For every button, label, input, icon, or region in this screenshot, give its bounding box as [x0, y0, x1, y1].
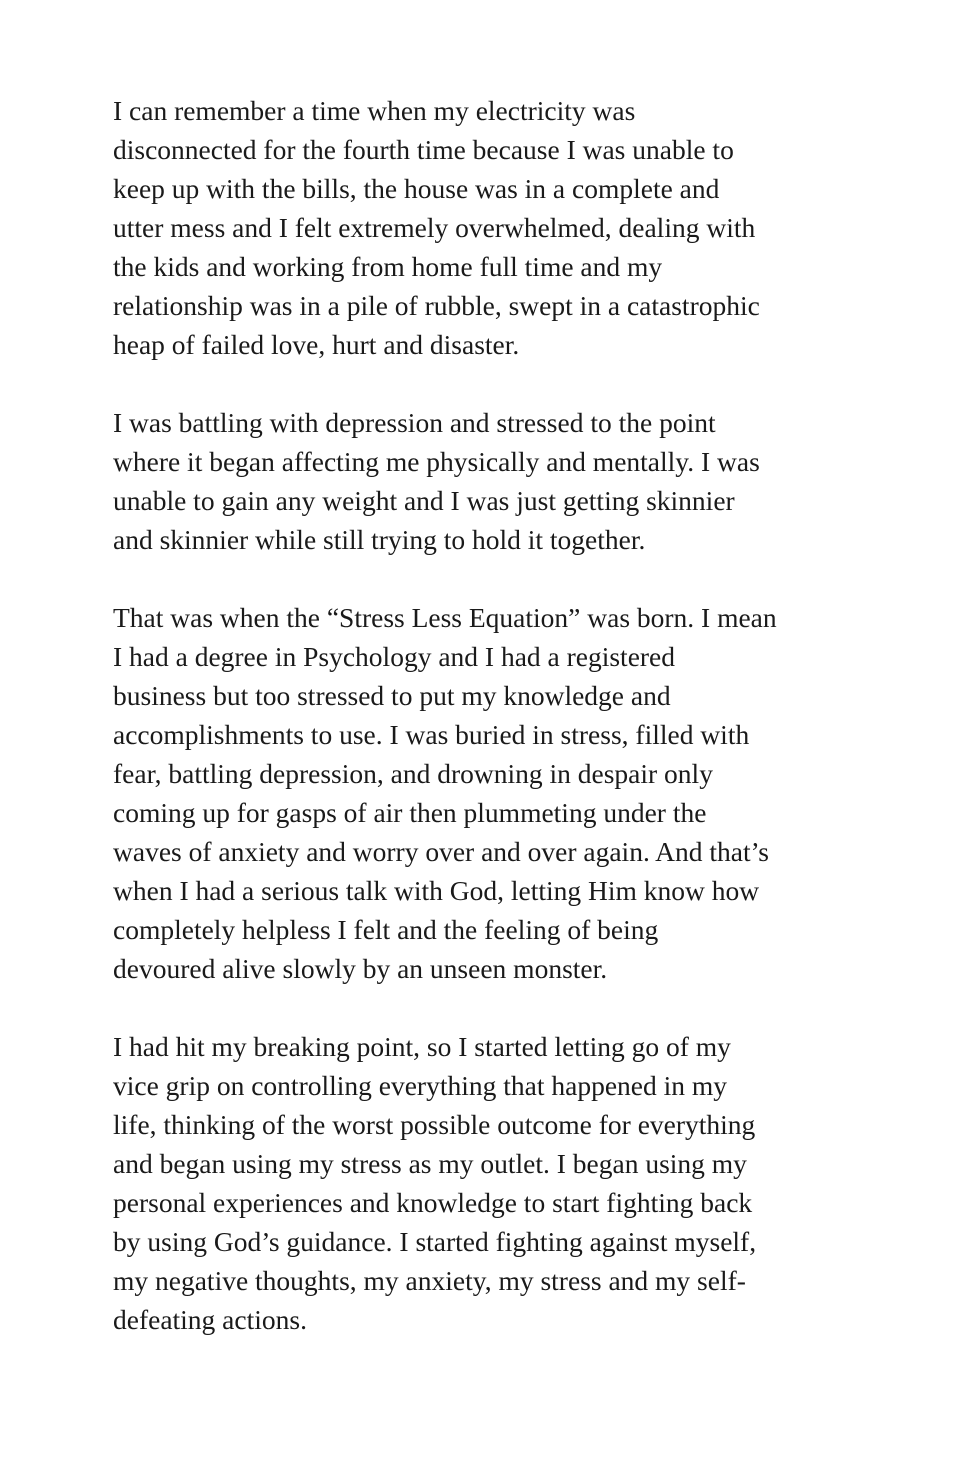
text-line: business but too stressed to put my knowledge and — [113, 680, 671, 711]
text-line: by using God’s guidance. I started fighting against myself, — [113, 1226, 757, 1257]
text-line: devoured alive slowly by an unseen monster. — [113, 953, 608, 984]
text-line: heap of failed love, hurt and disaster. — [113, 329, 520, 360]
text-line: That was when the “Stress Less Equation” was born. I mean — [113, 602, 777, 633]
text-line: defeating actions. — [113, 1304, 307, 1335]
paragraph — [113, 598, 777, 988]
text-line: when I had a serious talk with God, letting Him know how — [113, 875, 760, 906]
text-line: coming up for gasps of air then plummeting under the — [113, 797, 707, 828]
text-line: personal experiences and knowledge to start fighting back — [113, 1187, 753, 1218]
text-line: life, thinking of the worst possible outcome for everything — [113, 1109, 756, 1140]
text-line: and skinnier while still trying to hold it together. — [113, 524, 646, 555]
text-line: I was battling with depression and stressed to the point — [113, 407, 716, 438]
text-line: utter mess and I felt extremely overwhelmed, dealing with — [113, 212, 756, 243]
text-line: unable to gain any weight and I was just getting skinnier — [113, 485, 735, 516]
text-line: my negative thoughts, my anxiety, my stress and my self- — [113, 1265, 746, 1296]
text-line: relationship was in a pile of rubble, swept in a catastrophic — [113, 290, 760, 321]
paragraph — [113, 91, 777, 364]
text-line: where it began affecting me physically and mentally. I was — [113, 446, 760, 477]
text-line: vice grip on controlling everything that happened in my — [113, 1070, 728, 1101]
text-line: completely helpless I felt and the feeling of being — [113, 914, 659, 945]
document-body — [113, 91, 777, 1378]
text-line: I had a degree in Psychology and I had a registered — [113, 641, 676, 672]
text-line: fear, battling depression, and drowning in despair only — [113, 758, 713, 789]
text-line: and began using my stress as my outlet. I began using my — [113, 1148, 747, 1179]
paragraph — [113, 403, 777, 559]
text-line: accomplishments to use. I was buried in stress, filled with — [113, 719, 750, 750]
text-line: disconnected for the fourth time because I was unable to — [113, 134, 734, 165]
text-line: the kids and working from home full time and my — [113, 251, 663, 282]
text-line: I had hit my breaking point, so I started letting go of my — [113, 1031, 731, 1062]
text-line: I can remember a time when my electricity was — [113, 95, 636, 126]
text-line: waves of anxiety and worry over and over again. And that’s — [113, 836, 769, 867]
text-line: keep up with the bills, the house was in a complete and — [113, 173, 720, 204]
paragraph — [113, 1027, 777, 1339]
